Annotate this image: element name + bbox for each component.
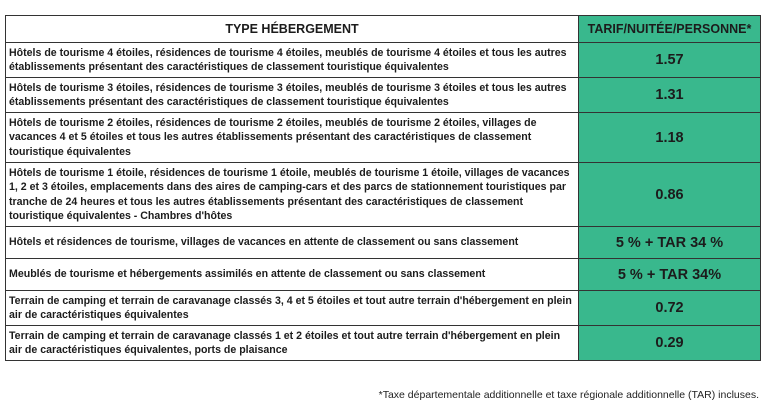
row-type-cell: Terrain de camping et terrain de caravanage classés 3, 4 et 5 étoiles et tout autre terrain d'hébergement en plein air de caractéristiques équivalentes [6,291,579,326]
row-type-cell: Hôtels de tourisme 4 étoiles, résidences de tourisme 4 étoiles, meublés de tourisme 4 étoiles et tous les autres établissements présentant des caractéristiques de classement touristique équivalentes [6,43,579,78]
tarif-table [5,15,761,361]
table-row [6,78,761,113]
row-tarif-cell: 1.31 [579,78,761,113]
row-type-cell: Terrain de camping et terrain de caravanage classés 1 et 2 étoiles et tout autre terrain d'hébergement en plein air de caractéristiques équivalentes, ports de plaisance [6,326,579,361]
table-row [6,291,761,326]
row-type-cell: Hôtels de tourisme 2 étoiles, résidences de tourisme 2 étoiles, meublés de tourisme 2 étoiles, villages de vacances 4 et 5 étoiles et tous les autres établissements présentant des caractéristiques de classement touristique équivalentes [6,113,579,163]
table-row [6,113,761,163]
header-tarif: TARIF/NUITÉE/PERSONNE* [579,16,761,43]
table-row [6,227,761,259]
table-row [6,43,761,78]
row-tarif-cell: 5 % + TAR 34% [579,259,761,291]
row-tarif-cell: 0.72 [579,291,761,326]
row-type-cell: Hôtels de tourisme 3 étoiles, résidences de tourisme 3 étoiles, meublés de tourisme 3 étoiles et tous les autres établissements présentant des caractéristiques de classement touristique équivalentes [6,78,579,113]
row-type-cell: Hôtels et résidences de tourisme, villages de vacances en attente de classement ou sans classement [6,227,579,259]
table-row [6,259,761,291]
row-tarif-cell: 1.18 [579,113,761,163]
row-tarif-cell: 0.86 [579,163,761,227]
row-type-cell: Hôtels de tourisme 1 étoile, résidences de tourisme 1 étoile, meublés de tourisme 1 étoile, villages de vacances 1, 2 et 3 étoiles, emplacements dans des aires de camping-cars et des parcs de stationnement touristiques par tranche de 24 heures et tous les autres établissements présentant des caractéristiques de classement touristique équivalentes - Chambres d'hôtes [6,163,579,227]
row-tarif-cell: 0.29 [579,326,761,361]
table-header-row [6,16,761,43]
header-type: TYPE HÉBERGEMENT [6,16,579,43]
footnote: *Taxe départementale additionnelle et taxe régionale additionnelle (TAR) incluses. [378,389,759,401]
row-tarif-cell: 1.57 [579,43,761,78]
table-row [6,163,761,227]
row-tarif-cell: 5 % + TAR 34 % [579,227,761,259]
row-type-cell: Meublés de tourisme et hébergements assimilés en attente de classement ou sans classement [6,259,579,291]
table-row [6,326,761,361]
